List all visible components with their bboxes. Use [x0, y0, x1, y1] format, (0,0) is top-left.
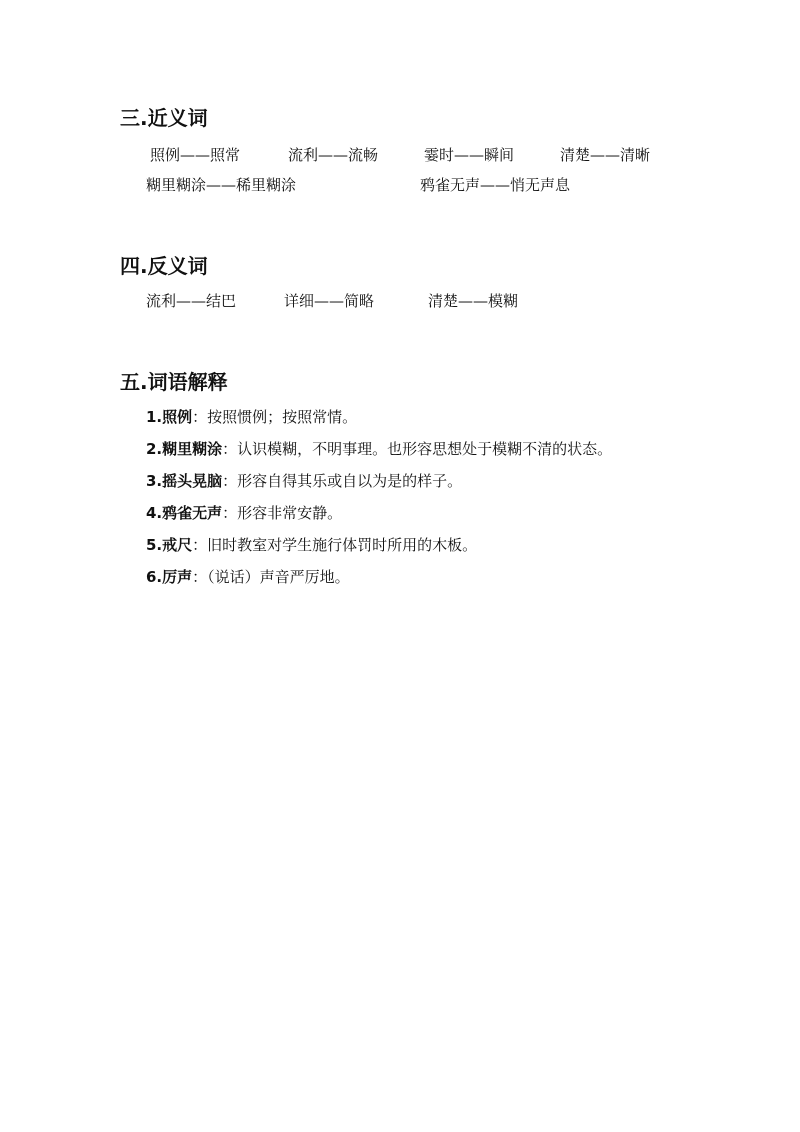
antonyms-heading: 四.反义词: [120, 254, 208, 278]
definition-text: 按照惯例；按照常情。: [207, 408, 358, 426]
definition-text: （说话）声音严厉地。: [207, 568, 350, 586]
definition-number: 4.: [146, 504, 163, 522]
definition-item: [146, 534, 477, 556]
definition-item: [146, 406, 357, 428]
definition-text: 旧时教室对学生施行体罚时所用的木板。: [207, 536, 478, 554]
definition-term: 糊里糊涂: [162, 440, 223, 458]
definition-term: 戒尺: [162, 536, 193, 554]
definition-text: 形容非常安静。: [237, 504, 343, 522]
definition-term: 摇头晃脑: [162, 472, 223, 490]
definition-separator: ：: [192, 536, 208, 554]
definition-number: 6.: [146, 568, 163, 586]
definition-separator: ：: [192, 408, 208, 426]
definition-number: 5.: [146, 536, 163, 554]
definition-text: 认识模糊，不明事理。也形容思想处于模糊不清的状态。: [237, 440, 613, 458]
definition-separator: ：: [222, 472, 238, 490]
definition-separator: ：: [192, 568, 208, 586]
synonym-pair: 鸦雀无声——悄无声息: [420, 176, 571, 194]
antonyms-row-1: [0, 290, 800, 312]
synonym-pair: 照例——照常: [150, 146, 241, 164]
definition-separator: ：: [222, 504, 238, 522]
definition-number: 2.: [146, 440, 163, 458]
definition-number: 1.: [146, 408, 163, 426]
synonym-pair: 霎时——瞬间: [424, 146, 515, 164]
definition-term: 厉声: [162, 568, 193, 586]
definition-item: [146, 470, 462, 492]
synonym-pair: 清楚——清晰: [560, 146, 651, 164]
definition-term: 鸦雀无声: [162, 504, 223, 522]
synonym-pair: 流利——流畅: [288, 146, 379, 164]
definition-item: [146, 566, 350, 588]
definition-number: 3.: [146, 472, 163, 490]
synonyms-row-1: [0, 144, 800, 166]
antonym-pair: 详细——简略: [284, 292, 375, 310]
definition-item: [146, 438, 612, 460]
definition-term: 照例: [162, 408, 193, 426]
antonym-pair: 清楚——模糊: [428, 292, 519, 310]
definition-item: [146, 502, 342, 524]
definition-text: 形容自得其乐或自以为是的样子。: [237, 472, 463, 490]
definitions-heading: 五.词语解释: [120, 370, 228, 394]
antonym-pair: 流利——结巴: [146, 292, 237, 310]
synonyms-row-2: [0, 174, 800, 196]
synonyms-heading: 三.近义词: [120, 106, 208, 130]
synonym-pair: 糊里糊涂——稀里糊涂: [146, 176, 297, 194]
definition-separator: ：: [222, 440, 238, 458]
